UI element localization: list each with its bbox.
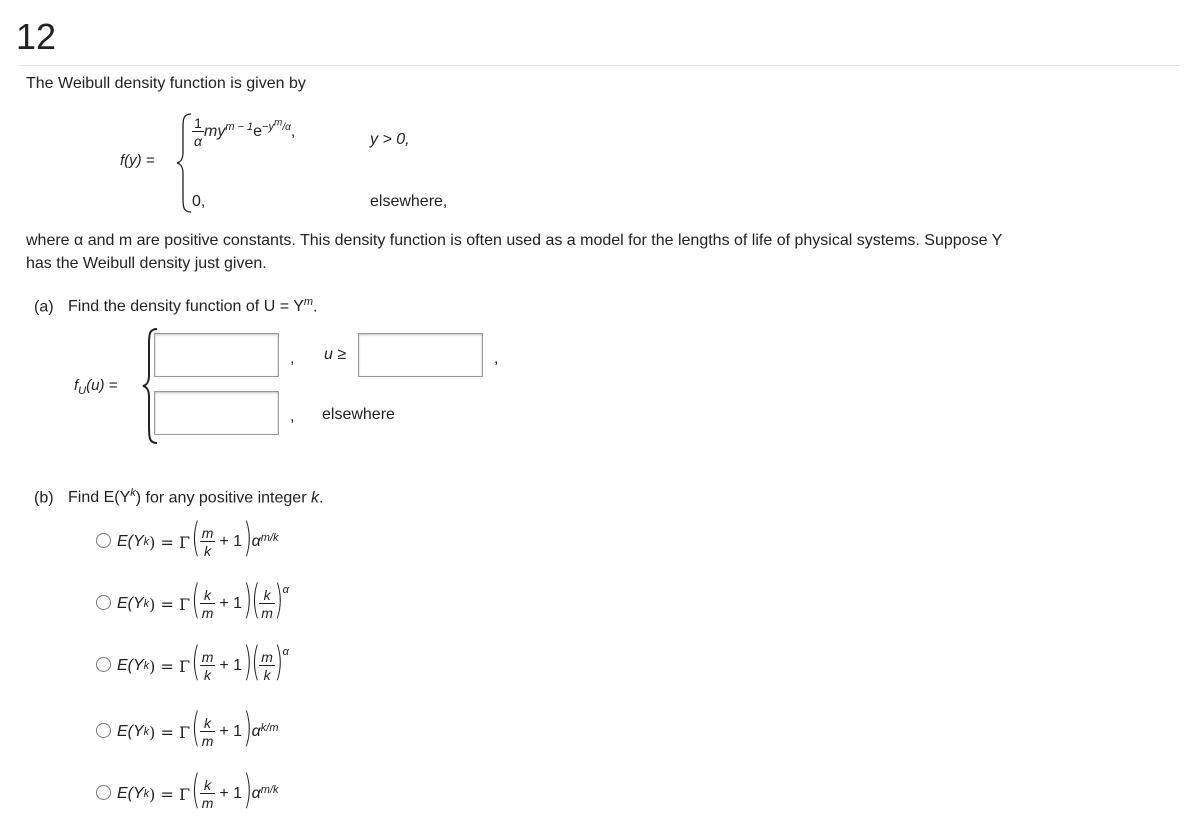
option-3-tail-fraction: $\frac{m}{k}$: [261, 649, 273, 683]
question-number: 12: [16, 16, 57, 57]
radio-button-2[interactable]: [96, 595, 111, 610]
option-2-tail-fraction: $\frac{k}{m}$: [261, 587, 273, 621]
description-line-1: where α and m are positive constants. This density function is often used as a model for the lengths of life of physical systems. Suppose Y: [26, 232, 1003, 249]
density-case-1: $\frac{1}{\alpha}$ $my^{m - 1}e^{-y^m/\alpha}$,: [194, 115, 296, 149]
description-line-2: has the Weibull density just given.: [26, 255, 267, 272]
radio-button-1[interactable]: [96, 533, 111, 548]
density-fraction: $\frac{1}{\alpha}$: [194, 115, 202, 149]
density-case-2: 0,: [192, 193, 206, 210]
radio-button-5[interactable]: [96, 785, 111, 800]
density-body: my: [203, 123, 226, 141]
option-1[interactable]: E(Y k ) = Γ ( $\frac{m}{k}$ + 1 ) α $^{m/k}$: [96, 522, 279, 562]
comma-1: ,: [290, 350, 295, 367]
part-b-label: (b): [34, 489, 54, 507]
option-3-fraction: $\frac{m}{k}$: [201, 649, 214, 683]
option-5-fraction: $\frac{k}{m}$: [201, 777, 214, 811]
option-2-fraction: $\frac{k}{m}$: [201, 587, 214, 621]
density-e: e: [253, 123, 263, 141]
condition-elsewhere: elsewhere: [322, 406, 395, 423]
density-answer-input-1[interactable]: [154, 333, 279, 377]
option-3[interactable]: E(Y k ) = Γ ( $\frac{m}{k}$ + 1 ) ( $\frac{m}{k}$ ) $^\alpha$: [96, 646, 289, 686]
part-a-label: (a): [34, 298, 54, 316]
comma-2: ,: [290, 408, 295, 425]
condition-u-ge: u ≥: [324, 346, 347, 363]
comma-end: ,: [494, 350, 499, 367]
part-a-text: Find the density function of U = Y: [68, 298, 304, 316]
radio-button-3[interactable]: [96, 657, 111, 672]
part-b-prompt: (b) Find $E(Y^k)$ for any positive integer k.: [34, 487, 324, 507]
lower-bound-input[interactable]: [358, 333, 483, 377]
density-answer-input-2[interactable]: [154, 391, 279, 435]
density-lhs: f(y) =: [120, 152, 155, 169]
option-4-fraction: $\frac{k}{m}$: [201, 715, 214, 749]
option-5[interactable]: E(Y k ) = Γ ( $\frac{k}{m}$ + 1 ) α $^{m/k}$: [96, 774, 279, 814]
radio-button-4[interactable]: [96, 723, 111, 738]
intro-text: The Weibull density function is given by: [26, 75, 306, 92]
density-condition-1: y > 0,: [370, 131, 410, 148]
option-1-fraction: $\frac{m}{k}$: [201, 525, 214, 559]
density-power: m − 1: [225, 120, 254, 133]
option-4[interactable]: E(Y k ) = Γ ( $\frac{k}{m}$ + 1 ) α $^{k/m}$: [96, 712, 279, 752]
part-a-lhs: $f_U(u)$ =: [74, 377, 118, 397]
option-2[interactable]: E(Y k ) = Γ ( $\frac{k}{m}$ + 1 ) ( $\frac{k}{m}$ ) $^\alpha$: [96, 584, 289, 624]
density-condition-2: elsewhere,: [370, 193, 448, 210]
header-divider: [18, 65, 1180, 66]
part-a-prompt: (a) Find the density function of $U = Y^m$.: [34, 296, 318, 316]
